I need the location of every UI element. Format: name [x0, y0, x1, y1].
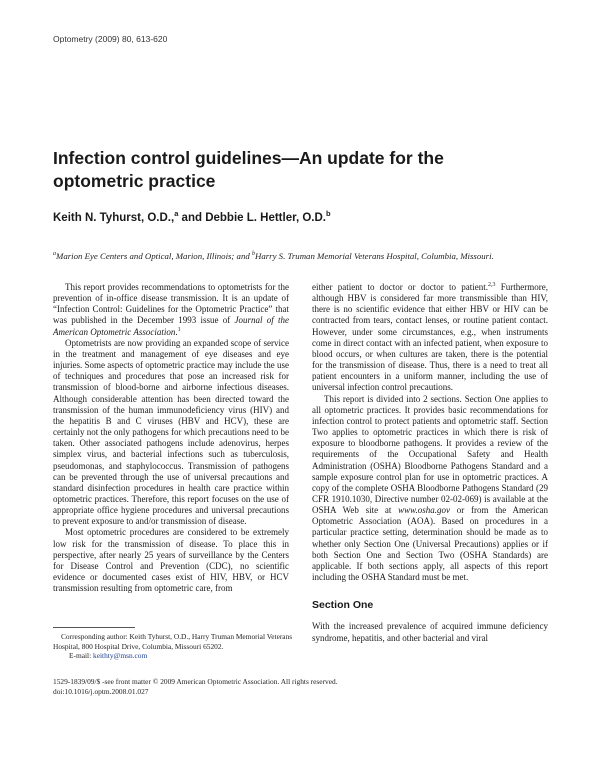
- paragraph-text: This report is divided into 2 sections. Section One applies to all optometric practices. It provides basic recommendations for infection control to protect patients and optometric staff. Section Two applies to optometric practices in which there is risk of exposure to bloodborne pathogens. It provides a review of the requirements of the Occupational Safety and Health Administration (OSHA) Bloodborne Pathogens Standard and a sample exposure control plan for use in optometric practices. A copy of the complete OSHA Bloodborne Pathogens Standard (29 CFR 1910.1030, Directive number 02-02-069) is available at the OSHA Web site at: [312, 393, 548, 516]
- corresponding-author-footnote: [53, 632, 293, 661]
- affiliations: [53, 248, 548, 262]
- body-paragraph: [312, 282, 548, 394]
- body-paragraph: [312, 394, 548, 584]
- journal-name: Journal of the American Optometric Association: [53, 315, 289, 337]
- footnote-email-line: [53, 651, 293, 661]
- paragraph-text: Furthermore, although HBV is considered far more transmissible than HIV, there is no scientific evidence that either HBV or HIV can be contracted from tears, contact lenses, or routine patient contact. However, under some circumstances, e.g., when instruments come in direct contact with an infected patient, when exposure to blood occurs, or when cultures are taken, there is the potential for the transmission of disease. Thus, there is a need to treat all patient encounters in a uniform manner, including the use of universal infection control precautions.: [312, 282, 548, 393]
- paragraph-text: .: [175, 326, 178, 337]
- body-paragraph: Most optometric procedures are considered to be extremely low risk for the transmission of disease. To place this in perspective, after nearly 25 years of surveillance by the Centers for Disease Control and Prevention (CDC), no scientific evidence or documented cases exist of HIV, HBV, or HCV transmission resulting from optometric care, from: [53, 527, 289, 594]
- author-name: Debbie L. Hettler, O.D.: [205, 211, 326, 224]
- affil-text: Marion Eye Centers and Optical, Marion, Illinois; and: [56, 250, 252, 261]
- doi-line[interactable]: doi:10.1016/j.optm.2008.01.027: [53, 686, 149, 696]
- left-column: [53, 282, 289, 594]
- author-affil-marker: a: [174, 209, 179, 218]
- citation-ref[interactable]: 2,3: [488, 282, 496, 288]
- running-head: Optometry (2009) 80, 613-620: [53, 34, 168, 44]
- paragraph-text: or from the American Optometric Association (AOA). Based on procedures in a particular practice setting, determination should be made as to whether only Section One (Universal Precautions) applies or if both Section One and Section Two (OSHA Standards) are applicable. If both sections apply, all aspects of this report including the OSHA Standard must be met.: [312, 505, 548, 583]
- affil-marker: a: [53, 251, 56, 257]
- right-column: [312, 282, 548, 644]
- affil-marker: b: [251, 251, 255, 257]
- body-paragraph: Optometrists are now providing an expanded scope of service in the treatment and management of eye diseases and eye injuries. Some aspects of optometric practice may include the use of techniques and procedures that pose an increased risk for transmission of blood-borne and airborne infectious diseases. Although considerable attention has been directed toward the transmission of the human immunodeficiency virus (HIV) and the hepatitis B and C viruses (HBV and HCV), these are certainly not the only pathogens for which precautions need to be taken. Other associated pathogens include adenovirus, herpes simplex virus, and bacterial infections such as tuberculosis, pseudomonas, and staphylococcus. Transmission of pathogens can be prevented through the use of universal precautions and standard disinfection procedures in health care practice within optometric practices. Therefore, this report focuses on the use of appropriate office hygiene procedures and universal precautions to prevent exposure to and/or transmission of disease.: [53, 337, 289, 527]
- author-list: [53, 209, 331, 224]
- footnote-divider: [53, 627, 135, 628]
- author-affil-marker: b: [325, 209, 331, 218]
- affil-text: Harry S. Truman Memorial Veterans Hospital, Columbia, Missouri.: [254, 250, 494, 261]
- osha-link[interactable]: www.osha.gov: [398, 505, 450, 516]
- author-name: Keith N. Tyhurst, O.D.,: [53, 211, 175, 224]
- article-title: Infection control guidelines—An update for the optometric practice: [53, 148, 444, 191]
- copyright-line: 1529-1839/09/$ -see front matter © 2009 American Optometric Association. All rights reserved.: [53, 677, 338, 686]
- body-paragraph: With the increased prevalence of acquired immune deficiency syndrome, hepatitis, and other bacterial and viral: [312, 621, 548, 643]
- publication-info: [53, 677, 338, 696]
- body-paragraph: [53, 282, 289, 338]
- author-joiner: and: [178, 211, 206, 224]
- footnote-text: Corresponding author: Keith Tyhurst, O.D., Harry Truman Memorial Veterans Hospital, 800 Hospital Drive, Columbia, Missouri 65202.: [53, 632, 293, 651]
- section-heading: Section One: [312, 599, 374, 612]
- paragraph-text: This report provides recommendations to optometrists for the prevention of in-office disease transmission. It is an update of “Infection Control: Guidelines for the Optometric Practice” that was published in the December 1993 issue of: [53, 282, 289, 326]
- email-link[interactable]: keithty@msn.com: [93, 651, 148, 661]
- email-label: E-mail:: [69, 651, 94, 661]
- citation-ref[interactable]: 1: [177, 326, 181, 333]
- paragraph-text: either patient to doctor or doctor to patient.: [312, 282, 488, 292]
